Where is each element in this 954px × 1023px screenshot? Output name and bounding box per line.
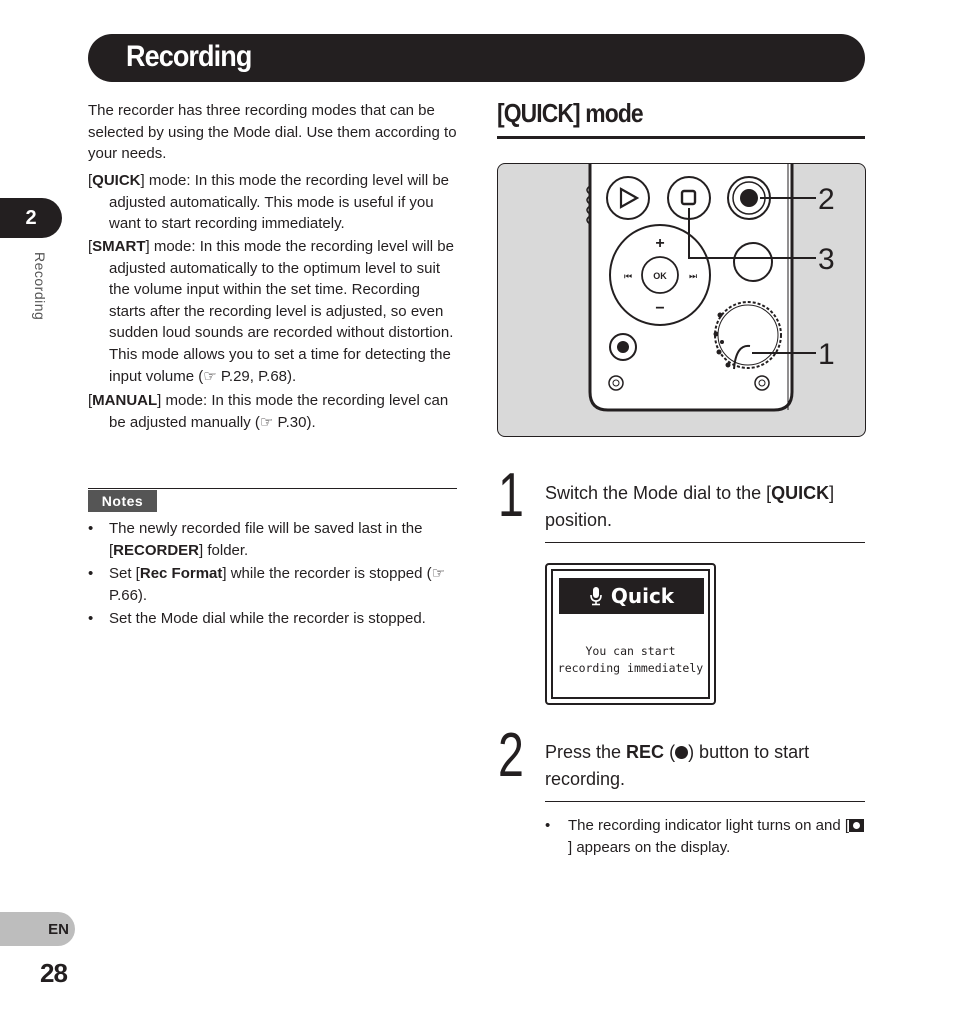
notes-label: Notes (88, 490, 157, 512)
section-title: [QUICK] mode (497, 98, 643, 128)
note-text: ] while the recorder is stopped (☞ P.66). (109, 565, 446, 604)
step-text: Press the (545, 742, 627, 762)
note-item (88, 563, 458, 606)
callout-label-1: 1 (818, 338, 835, 371)
callout-label-2: 2 (818, 183, 835, 216)
lcd-message-line: recording immediately (557, 661, 704, 675)
step-bold: QUICK (771, 483, 830, 503)
mode-text: ] mode: In this mode the recording level will be adjusted automatically. This mode is useful if you want to start recording immediately. (109, 172, 450, 233)
rec-dot-icon (675, 746, 688, 759)
note-bold: Rec Format (139, 565, 223, 582)
page-number: 28 (40, 958, 67, 988)
lcd-title: Quick (610, 584, 675, 608)
erase-button (734, 243, 772, 281)
mode-name: QUICK (92, 172, 141, 189)
bullet: • (88, 610, 94, 627)
play-button (607, 177, 649, 219)
mode-manual-description: [MANUAL] mode: In this mode the recording level can be adjusted manually (☞ P.30). (88, 392, 449, 431)
screw-left (609, 376, 623, 390)
minus-label: − (655, 300, 665, 317)
step-number: 2 (498, 721, 524, 790)
lcd-message-line: You can start (585, 644, 676, 658)
microphone-icon (589, 586, 603, 606)
step-divider (545, 542, 865, 543)
rec-icon (740, 189, 758, 207)
ok-label: OK (653, 271, 667, 281)
step-divider (545, 801, 865, 802)
lcd-display (545, 563, 716, 705)
step-text: ) button to start recording. (545, 742, 810, 789)
recording-indicator-icon (849, 819, 864, 832)
mode-name: SMART (92, 238, 146, 255)
step-2-instruction (545, 739, 867, 793)
step-2-note (545, 815, 865, 858)
note-text: ] folder. (199, 541, 249, 559)
prev-icon: ⏮ (623, 272, 633, 282)
bullet: • (88, 565, 94, 582)
callout-label-3: 3 (818, 243, 835, 276)
step-text: ( (664, 742, 676, 762)
mode-text: ] mode: In this mode the recording level can be adjusted manually (☞ P.30). (109, 392, 449, 431)
note-text: Set the Mode dial while the recorder is stopped. (109, 610, 426, 627)
step-text: Switch the Mode dial to the [ (545, 483, 772, 503)
mode-smart-description: [SMART] mode: In this mode the recording level will be adjusted automatically to the optimum level to suit the volume input within the set time. Recording starts after the recording level is adjusted, so even sudden loud sounds are recorded without distortion. This mode allows you to set a time for detecting the input volume (☞ P.29, P.68). (88, 238, 454, 385)
recorder-drawing (498, 164, 865, 436)
notes-divider (88, 488, 457, 489)
step-bold: REC (626, 742, 665, 762)
chapter-tab: 2 (0, 198, 62, 238)
next-icon: ⏭ (688, 272, 698, 282)
recorder-illustration (497, 163, 866, 437)
lcd-message (553, 643, 708, 677)
bullet: • (545, 817, 551, 834)
note-bold: RECORDER (113, 541, 200, 559)
step-text: ] position. (545, 483, 835, 530)
note-text: The recording indicator light turns on and [ (568, 817, 849, 834)
chapter-label: Recording (32, 252, 48, 321)
intro-text: The recorder has three recording modes that can be selected by using the Mode dial. Use them according to your needs. (88, 102, 457, 163)
language-badge: EN (0, 912, 75, 946)
screw-right (755, 376, 769, 390)
step-number: 1 (498, 461, 524, 530)
lcd-titlebar (559, 578, 704, 614)
bullet: • (88, 520, 94, 537)
step-1-instruction (545, 480, 867, 534)
lcd-screen (551, 569, 710, 699)
mode-name: MANUAL (92, 392, 158, 409)
note-text: ] appears on the display. (568, 838, 731, 856)
header-bar (88, 34, 865, 82)
page-title: Recording (126, 40, 252, 73)
section-divider (497, 136, 865, 139)
note-text: The newly recorded file will be saved last in the [ (109, 520, 423, 559)
note-item (88, 518, 458, 561)
mode-quick-description: [QUICK] mode: In this mode the recording level will be adjusted automatically. This mode is useful if you want to start recording immediately. (88, 172, 450, 233)
note-text: Set [ (109, 565, 140, 582)
mode-text: ] mode: In this mode the recording level will be adjusted automatically to the optimum level to suit the volume input within the set time. Recording starts after the recording level is adjusted, so even sudden loud sounds are recorded without distortion. This mode allows you to set a time for detecting the input volume (☞ P.29, P.68). (109, 238, 454, 385)
note-item (88, 608, 458, 630)
plus-label: + (655, 235, 665, 252)
